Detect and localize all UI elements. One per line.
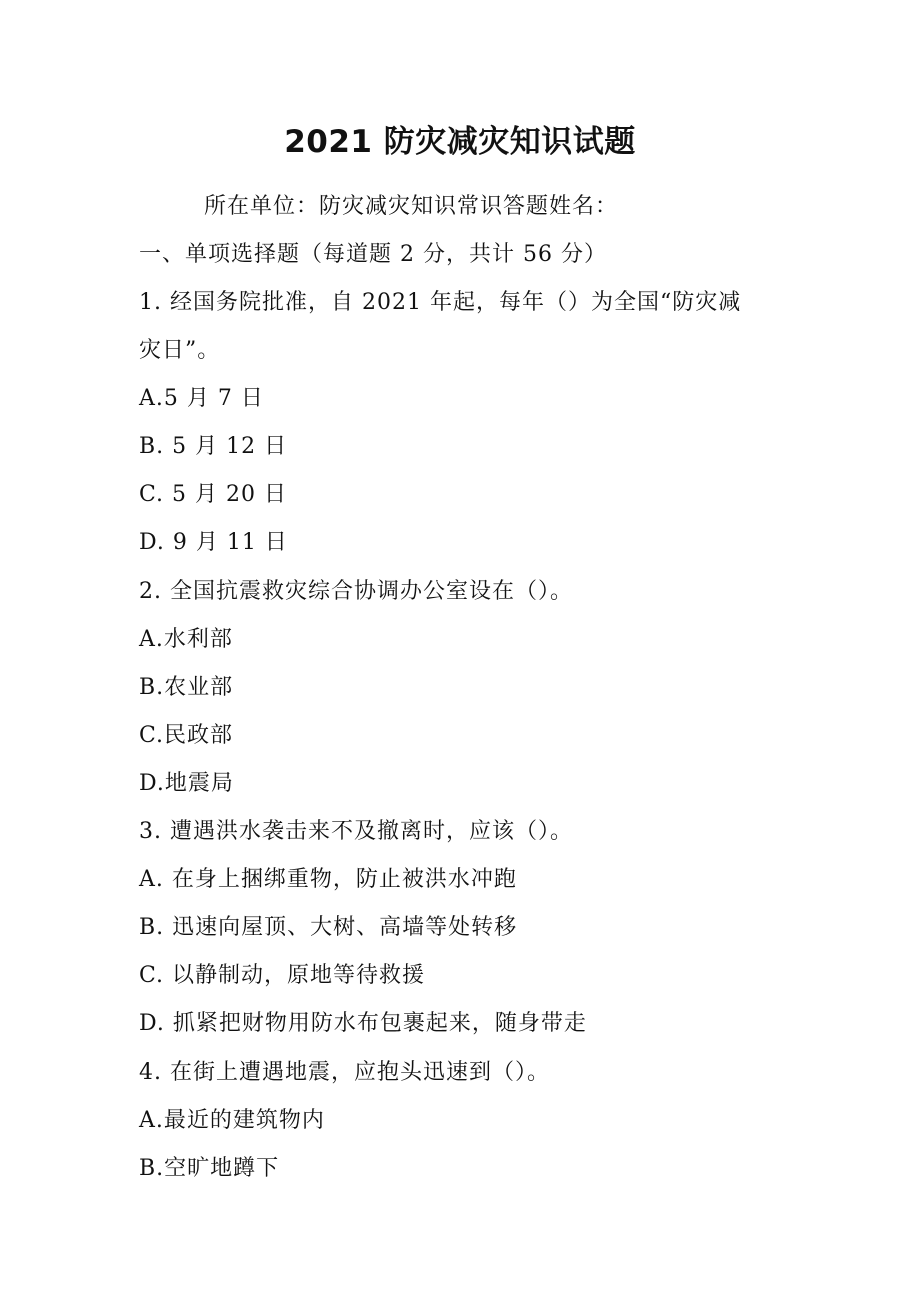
question-4-stem: 4. 在街上遭遇地震，应抱头迅速到（）。 [139,1060,550,1085]
question-3-option-a: A. 在身上捆绑重物，防止被洪水冲跑 [139,867,517,892]
question-3-option-b: B. 迅速向屋顶、大树、高墙等处转移 [139,915,518,940]
unit-line: 所在单位：防灾减灾知识常识答题姓名： [204,194,619,219]
question-1-option-c: C. 5 月 20 日 [139,482,288,507]
question-3-stem: 3. 遭遇洪水袭击来不及撤离时，应该（）。 [139,819,573,844]
page-title: 2021 防灾减灾知识试题 [284,124,636,160]
question-4-option-b: B.空旷地蹲下 [139,1156,280,1181]
question-1-stem-line2: 灾日”。 [139,338,221,363]
question-3-option-d: D. 抓紧把财物用防水布包裹起来，随身带走 [139,1011,587,1036]
question-1-stem-line1: 1. 经国务院批准，自 2021 年起，每年（）为全国“防灾减 [139,290,742,315]
question-2-option-c: C.民政部 [139,723,234,748]
question-1-option-b: B. 5 月 12 日 [139,434,288,459]
question-2-option-a: A.水利部 [139,627,233,652]
question-4-option-a: A.最近的建筑物内 [139,1108,325,1133]
question-2-option-b: B.农业部 [139,675,234,700]
question-1-option-d: D. 9 月 11 日 [139,530,288,555]
section-heading: 一、单项选择题（每道题 2 分，共计 56 分） [139,242,607,267]
question-2-option-d: D.地震局 [139,771,234,796]
question-2-stem: 2. 全国抗震救灾综合协调办公室设在（）。 [139,579,573,604]
question-3-option-c: C. 以静制动，原地等待救援 [139,963,426,988]
question-1-option-a: A.5 月 7 日 [139,386,264,411]
